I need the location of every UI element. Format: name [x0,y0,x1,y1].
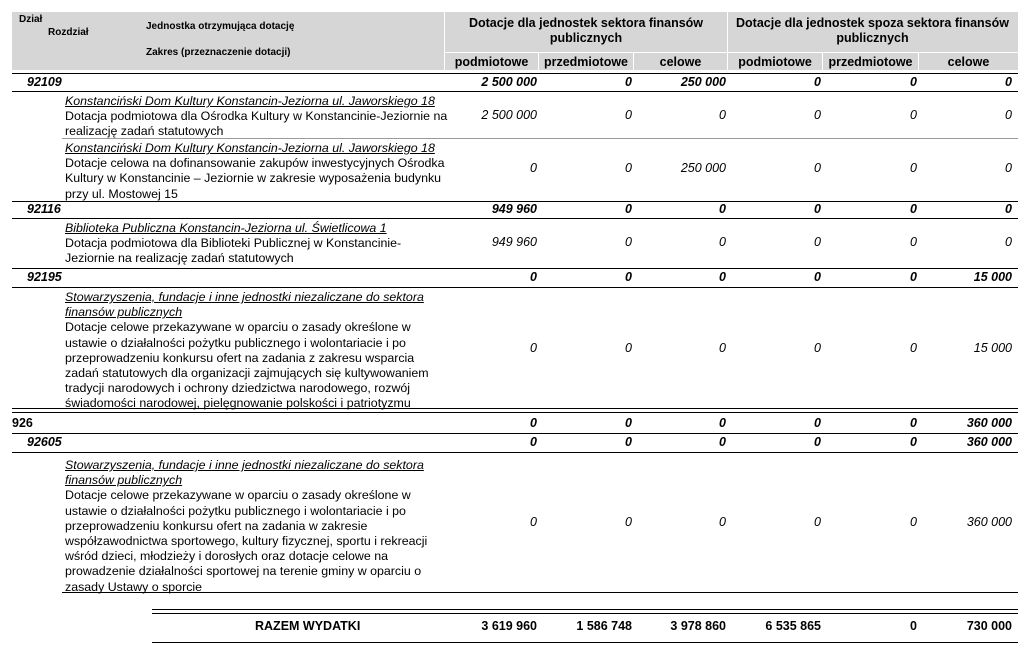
cell-value: 0 [530,515,537,529]
cell-value: 0 [910,270,917,284]
purpose-text: Dotacje celowe przekazywane w oparciu o zasady określone w ustawie o działalności pożytku publicznego i wolontariacie i po przeprowadzeniu konkursu ofert na zadania z zakresu wsparcia zadań statutowych dla organizacji zajmujących się kultywowaniem tradycji narodowych i ochrony dziedzictwa narodowego, rozwój świadomości narodowej, pielęgnowanie polskości i patriotyzmu [65,320,429,411]
total-label: RAZEM WYDATKI [255,619,361,633]
col-header: podmiotowe [454,55,529,69]
cell-value: 0 [1005,161,1012,175]
cell-value: 0 [910,341,917,355]
purpose-text: Dotacja podmiotowa dla Ośrodka Kultury w Konstancinie-Jeziornie na realizację zadań statutowych [65,109,448,139]
header-jednostka: Jednostka otrzymująca dotację [146,21,295,32]
cell-value: 949 960 [491,202,537,216]
cell-value: 0 [625,515,632,529]
col-header: celowe [947,55,990,69]
cell-value: 0 [530,435,537,449]
header-group-nonsector: Dotacje dla jednostek spoza sektora finansów publicznych [736,16,1009,45]
cell-value: 0 [814,202,821,216]
cell-value: 0 [625,108,632,122]
cell-value: 360 000 [966,515,1012,529]
cell-value: 0 [719,202,726,216]
cell-value: 0 [814,75,821,89]
cell-value: 360 000 [966,416,1012,430]
cell-value: 0 [530,341,537,355]
cell-value: 0 [1005,235,1012,249]
cell-value: 0 [910,235,917,249]
col-header: celowe [659,55,702,69]
cell-value: 15 000 [973,270,1012,284]
cell-value: 2 500 000 [481,75,537,89]
cell-value: 0 [910,161,917,175]
item-description [65,290,450,412]
total-value: 0 [910,619,917,633]
cell-value: 250 000 [680,75,726,89]
cell-value: 0 [625,75,632,89]
cell-value: 0 [910,202,917,216]
rozdzial-code: 92109 [27,75,62,89]
cell-value: 0 [1005,108,1012,122]
cell-value: 0 [910,75,917,89]
cell-value: 0 [625,202,632,216]
item-description [65,94,450,140]
total-value: 3 978 860 [670,619,726,633]
cell-value: 0 [910,435,917,449]
rozdzial-code: 92116 [27,202,61,216]
cell-value: 360 000 [966,435,1012,449]
cell-value: 0 [814,515,821,529]
cell-value: 0 [910,108,917,122]
cell-value: 0 [814,235,821,249]
cell-value: 0 [719,341,726,355]
entity-name: Stowarzyszenia, fundacje i inne jednostki niezaliczane do sektora finansów publicznych [65,458,424,488]
col-header: przedmiotowe [543,55,629,69]
cell-value: 0 [910,416,917,430]
cell-value: 0 [910,515,917,529]
cell-value: 250 000 [680,161,726,175]
cell-value: 0 [1005,202,1012,216]
total-value: 1 586 748 [576,619,632,633]
cell-value: 0 [625,435,632,449]
cell-value: 2 500 000 [481,108,537,122]
header-rozdzial: Rozdział [48,27,89,38]
header-group-sector: Dotacje dla jednostek sektora finansów publicznych [468,16,704,45]
cell-value: 0 [814,435,821,449]
cell-value: 0 [719,435,726,449]
col-header: przedmiotowe [828,55,913,69]
purpose-text: Dotacje celowa na dofinansowanie zakupów inwestycyjnych Ośrodka Kultury w Konstancinie – Jeziornie w zakresie wyposażenia budynku przy ul. Mostowej 15 [65,156,445,201]
item-description [65,141,450,202]
entity-name: Konstanciński Dom Kultury Konstancin-Jeziorna ul. Jaworskiego 18 [65,94,435,108]
cell-value: 0 [530,270,537,284]
cell-value: 0 [814,108,821,122]
cell-value: 0 [530,416,537,430]
col-header: podmiotowe [738,55,812,69]
cell-value: 15 000 [973,341,1012,355]
rozdzial-code: 92195 [27,270,62,284]
entity-name: Stowarzyszenia, fundacje i inne jednostki niezaliczane do sektora finansów publicznych [65,290,424,320]
rozdzial-code: 92605 [27,435,62,449]
cell-value: 0 [625,270,632,284]
item-description [65,221,450,267]
cell-value: 0 [719,235,726,249]
item-description [65,458,450,595]
header-zakres: Zakres (przeznaczenie dotacji) [146,47,291,58]
cell-value: 0 [1005,75,1012,89]
cell-value: 0 [625,235,632,249]
cell-value: 0 [719,270,726,284]
total-value: 6 535 865 [765,619,821,633]
cell-value: 0 [719,515,726,529]
total-value: 730 000 [966,619,1012,633]
header-dzial: Dział [19,14,43,25]
cell-value: 0 [814,270,821,284]
cell-value: 0 [625,416,632,430]
cell-value: 0 [719,108,726,122]
dzial-code: 926 [12,416,33,430]
cell-value: 949 960 [491,235,537,249]
cell-value: 0 [814,341,821,355]
entity-name: Konstanciński Dom Kultury Konstancin-Jeziorna ul. Jaworskiego 18 [65,141,435,155]
cell-value: 0 [625,341,632,355]
cell-value: 0 [625,161,632,175]
cell-value: 0 [530,161,537,175]
entity-name: Biblioteka Publiczna Konstancin-Jeziorna ul. Świetlicowa 1 [65,221,387,235]
purpose-text: Dotacje celowe przekazywane w oparciu o zasady określone w ustawie o działalności pożytku publicznego i wolontariacie i po przeprowadzeniu konkursu ofert na zadania w zakresie współzawodnictwa sportowego, kultury fizycznej, sportu i rekreacji wśród dzieci, młodzieży i dorosłych oraz dotacje celowe na prowadzenie działalności sportowej na terenie gminy w oparciu o zasady Ustawy o sporcie [65,488,428,594]
cell-value: 0 [814,161,821,175]
cell-value: 0 [719,416,726,430]
purpose-text: Dotacja podmiotowa dla Biblioteki Publicznej w Konstancinie-Jeziornie na realizację zadań statutowych [65,236,402,266]
total-value: 3 619 960 [481,619,537,633]
cell-value: 0 [814,416,821,430]
